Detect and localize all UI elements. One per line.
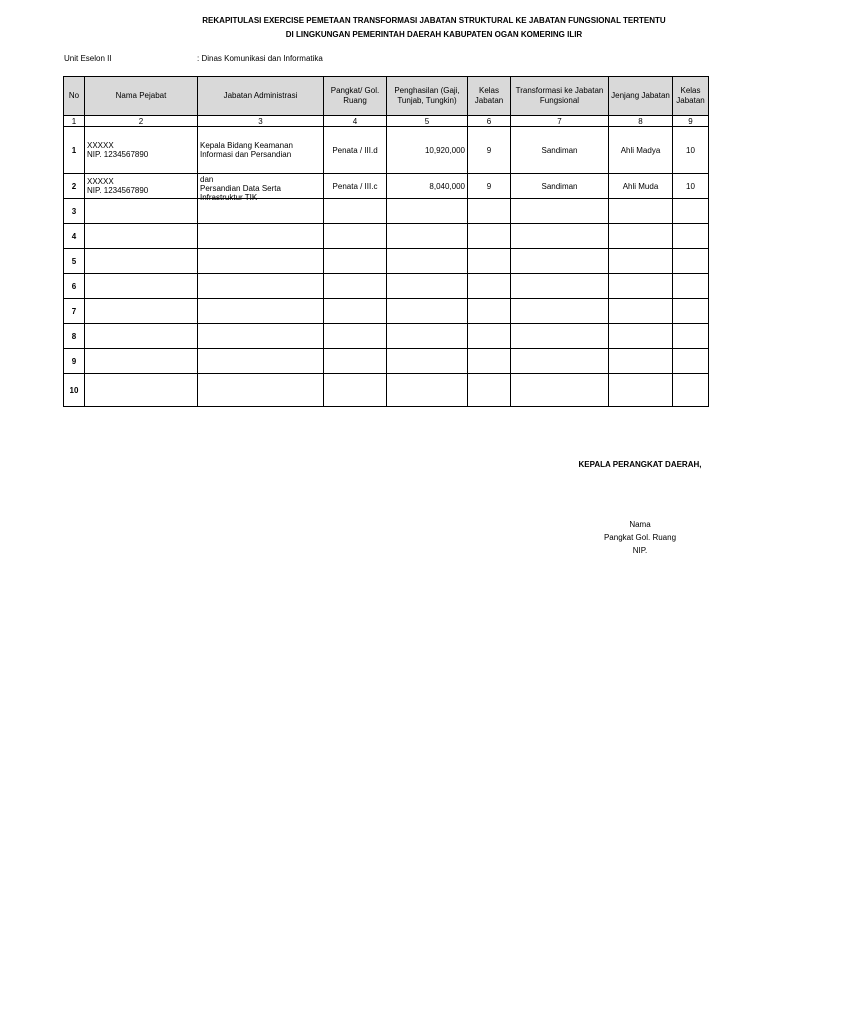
- row-no: 2: [64, 174, 85, 199]
- empty-cell: [468, 299, 511, 324]
- empty-cell: [198, 299, 324, 324]
- nama-pejabat: XXXXX: [87, 141, 114, 150]
- col-header-jabatan-administrasi: Jabatan Administrasi: [198, 77, 324, 116]
- empty-cell: [387, 224, 468, 249]
- empty-cell: [511, 324, 609, 349]
- empty-cell: [198, 374, 324, 407]
- empty-cell: [511, 374, 609, 407]
- col-number: 7: [511, 116, 609, 127]
- empty-cell: [387, 324, 468, 349]
- jabatan-line: dan: [200, 175, 214, 184]
- pangkat-cell: Penata / III.d: [324, 127, 387, 174]
- col-header-nama-pejabat: Nama Pejabat: [85, 77, 198, 116]
- table-row: [64, 174, 709, 199]
- empty-cell: [609, 249, 673, 274]
- empty-cell: [387, 274, 468, 299]
- empty-cell: [468, 374, 511, 407]
- signature-pangkat: Pangkat Gol. Ruang: [603, 533, 677, 542]
- empty-cell: [85, 349, 198, 374]
- transformasi-cell: Sandiman: [511, 174, 609, 199]
- empty-cell: [673, 324, 709, 349]
- empty-cell: [673, 349, 709, 374]
- empty-cell: [468, 349, 511, 374]
- signature-nama: Nama: [629, 520, 651, 529]
- col-number: 5: [387, 116, 468, 127]
- col-number: 4: [324, 116, 387, 127]
- empty-cell: [324, 374, 387, 407]
- kelas-baru-cell: 10: [673, 174, 709, 199]
- col-header-pangkat: Pangkat/ Gol. Ruang: [324, 77, 387, 116]
- jabatan-line: Persandian Data Serta: [200, 184, 281, 193]
- empty-cell: [324, 274, 387, 299]
- col-header-transformasi: Transformasi ke Jabatan Fungsional: [511, 77, 609, 116]
- document-title-line-2: DI LINGKUNGAN PEMERINTAH DAERAH KABUPATEN OGAN KOMERING ILIR: [285, 30, 583, 39]
- empty-cell: [609, 299, 673, 324]
- nip: NIP. 1234567890: [87, 186, 149, 195]
- penghasilan-cell: 10,920,000: [387, 127, 468, 174]
- empty-cell: [609, 374, 673, 407]
- row-no: 1: [64, 127, 85, 174]
- empty-cell: [511, 249, 609, 274]
- signature-heading: KEPALA PERANGKAT DAERAH,: [578, 460, 702, 469]
- table-row: [64, 127, 709, 174]
- col-header-penghasilan: Penghasilan (Gaji, Tunjab, Tungkin): [387, 77, 468, 116]
- table-row: [64, 274, 709, 299]
- empty-cell: [468, 199, 511, 224]
- empty-cell: [609, 224, 673, 249]
- empty-cell: [324, 349, 387, 374]
- jabatan-line: Infrastruktur TIK: [200, 193, 258, 202]
- jabatan-cell: [198, 127, 324, 174]
- kelas-jabatan-cell: 9: [468, 174, 511, 199]
- empty-cell: [511, 299, 609, 324]
- table-header-row: [64, 77, 709, 116]
- jenjang-cell: Ahli Madya: [609, 127, 673, 174]
- empty-cell: [198, 349, 324, 374]
- col-number: 9: [673, 116, 709, 127]
- empty-cell: [609, 274, 673, 299]
- empty-cell: [198, 224, 324, 249]
- empty-cell: [324, 324, 387, 349]
- transformasi-cell: Sandiman: [511, 127, 609, 174]
- col-number: 2: [85, 116, 198, 127]
- col-header-kelas-jabatan: Kelas Jabatan: [468, 77, 511, 116]
- empty-cell: [198, 274, 324, 299]
- empty-cell: [468, 224, 511, 249]
- empty-cell: [468, 274, 511, 299]
- empty-cell: [85, 374, 198, 407]
- empty-cell: [673, 374, 709, 407]
- table-row: [64, 224, 709, 249]
- jabatan-clipped: [200, 175, 321, 202]
- kelas-baru-cell: 10: [673, 127, 709, 174]
- col-number: 3: [198, 116, 324, 127]
- empty-cell: [511, 199, 609, 224]
- empty-cell: [85, 274, 198, 299]
- row-no: 8: [64, 324, 85, 349]
- col-number: 8: [609, 116, 673, 127]
- empty-cell: [673, 224, 709, 249]
- empty-cell: [198, 249, 324, 274]
- empty-cell: [198, 324, 324, 349]
- row-no: 10: [64, 374, 85, 407]
- column-number-row: [64, 116, 709, 127]
- empty-cell: [511, 274, 609, 299]
- table-row: [64, 349, 709, 374]
- table-row: [64, 299, 709, 324]
- kelas-jabatan-cell: 9: [468, 127, 511, 174]
- row-no: 5: [64, 249, 85, 274]
- nama-pejabat: XXXXX: [87, 177, 114, 186]
- empty-cell: [387, 199, 468, 224]
- empty-cell: [198, 199, 324, 224]
- jenjang-cell: Ahli Muda: [609, 174, 673, 199]
- row-no: 3: [64, 199, 85, 224]
- col-number: 6: [468, 116, 511, 127]
- jabatan-line: Kepala Bidang Keamanan: [200, 141, 293, 150]
- col-header-kelas-jabatan-baru: Kelas Jabatan: [673, 77, 709, 116]
- col-header-jenjang-jabatan: Jenjang Jabatan: [609, 77, 673, 116]
- empty-cell: [511, 349, 609, 374]
- empty-cell: [387, 374, 468, 407]
- rekap-table: [63, 76, 709, 407]
- table-row: [64, 324, 709, 349]
- empty-cell: [609, 324, 673, 349]
- empty-cell: [673, 274, 709, 299]
- jabatan-line: Informasi dan Persandian: [200, 150, 292, 159]
- document-title-line-1: REKAPITULASI EXERCISE PEMETAAN TRANSFORMASI JABATAN STRUKTURAL KE JABATAN FUNGSIONAL TERTENTU: [202, 16, 666, 25]
- empty-cell: [387, 299, 468, 324]
- unit-eselon-value: : Dinas Komunikasi dan Informatika: [197, 54, 323, 63]
- col-number: 1: [64, 116, 85, 127]
- nama-pejabat-cell: [85, 174, 198, 199]
- empty-cell: [387, 249, 468, 274]
- empty-cell: [673, 199, 709, 224]
- empty-cell: [673, 299, 709, 324]
- empty-cell: [324, 299, 387, 324]
- nama-pejabat-cell: [85, 127, 198, 174]
- empty-cell: [609, 199, 673, 224]
- empty-cell: [85, 324, 198, 349]
- empty-cell: [387, 349, 468, 374]
- empty-cell: [673, 249, 709, 274]
- col-header-no: No: [64, 77, 85, 116]
- table-row: [64, 374, 709, 407]
- unit-eselon-label: Unit Eselon II: [64, 54, 112, 63]
- row-no: 4: [64, 224, 85, 249]
- empty-cell: [609, 349, 673, 374]
- empty-cell: [468, 324, 511, 349]
- empty-cell: [85, 224, 198, 249]
- table-row: [64, 249, 709, 274]
- row-no: 6: [64, 274, 85, 299]
- empty-cell: [324, 224, 387, 249]
- pangkat-cell: Penata / III.c: [324, 174, 387, 199]
- empty-cell: [468, 249, 511, 274]
- row-no: 9: [64, 349, 85, 374]
- penghasilan-cell: 8,040,000: [387, 174, 468, 199]
- empty-cell: [85, 299, 198, 324]
- empty-cell: [85, 249, 198, 274]
- empty-cell: [85, 199, 198, 224]
- jabatan-cell: [198, 174, 324, 202]
- signature-nip: NIP.: [632, 546, 648, 555]
- row-no: 7: [64, 299, 85, 324]
- empty-cell: [511, 224, 609, 249]
- empty-cell: [324, 199, 387, 224]
- table-row: [64, 199, 709, 224]
- nip: NIP. 1234567890: [87, 150, 149, 159]
- empty-cell: [324, 249, 387, 274]
